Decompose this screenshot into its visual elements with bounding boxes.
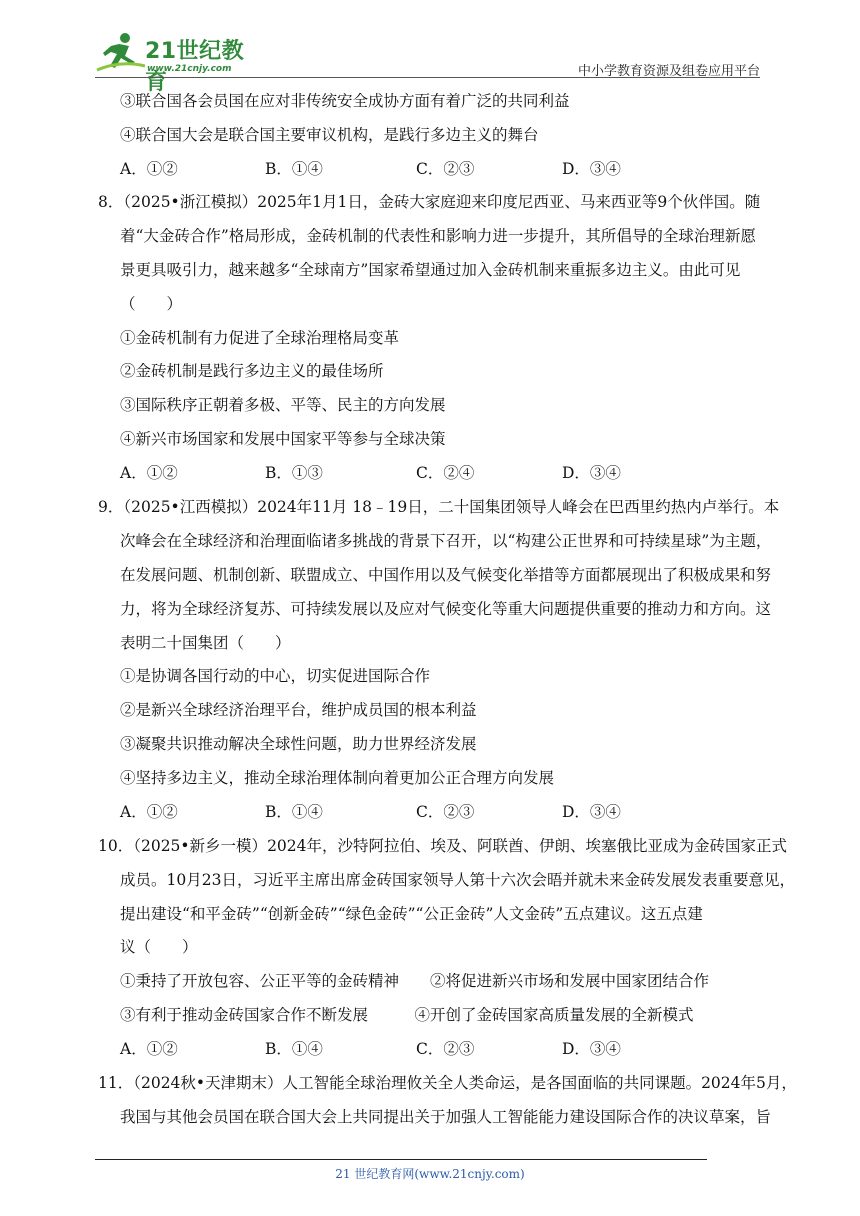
text-line: ③国际秩序正朝着多极、平等、民主的方向发展 <box>120 396 446 414</box>
logo-text: 21世纪教育 <box>145 39 245 95</box>
text-line: 次峰会在全球经济和治理面临诸多挑战的背景下召开，以“构建公正世界和可持续星球”为主题， <box>120 532 772 550</box>
option-c[interactable]: C．②③ <box>416 1040 475 1058</box>
header-divider <box>95 77 760 78</box>
text-line: ②是新兴全球经济治理平台，维护成员国的根本利益 <box>120 701 477 719</box>
text-line: 10．（2025•新乡一模）2024年，沙特阿拉伯、埃及、阿联酋、伊朗、埃塞俄比亚成为金砖国家正式 <box>98 837 788 855</box>
text-line: 力，将为全球经济复苏、可持续发展以及应对气候变化等重大问题提供重要的推动力和方向。这 <box>120 600 772 618</box>
page-header <box>95 28 760 95</box>
option-a[interactable]: A．①② <box>120 464 178 482</box>
text-line: 景更具吸引力，越来越多“全球南方”国家希望通过加入金砖机制来重振多边主义。由此可见 <box>120 261 741 279</box>
text-line: 11．（2024秋•天津期末）人工智能全球治理攸关全人类命运，是各国面临的共同课题。2024年5月， <box>98 1074 797 1092</box>
footer-text: 21 世纪教育网(www.21cnjy.com) <box>335 1167 525 1181</box>
option-c[interactable]: C．②③ <box>416 803 475 821</box>
footer-divider <box>95 1159 707 1160</box>
text-line: ③有利于推动金砖国家合作不断发展 ④开创了金砖国家高质量发展的全新模式 <box>120 1006 694 1024</box>
text-line: 我国与其他会员国在联合国大会上共同提出关于加强人工智能能力建设国际合作的决议草案，旨 <box>120 1108 772 1126</box>
running-figure-icon <box>95 30 147 74</box>
option-d[interactable]: D．③④ <box>562 1040 621 1058</box>
text-line: ①秉持了开放包容、公正平等的金砖精神 ②将促进新兴市场和发展中国家团结合作 <box>120 972 710 990</box>
option-b[interactable]: B．①④ <box>265 160 323 178</box>
option-c[interactable]: C．②③ <box>416 160 475 178</box>
text-line: ③凝聚共识推动解决全球性问题，助力世界经济发展 <box>120 735 477 753</box>
logo-url: www.21cnjy.com <box>147 64 232 74</box>
text-line: 8．（2025•浙江模拟）2025年1月1日，金砖大家庭迎来印度尼西亚、马来西亚等9个伙伴国。随 <box>98 193 761 211</box>
text-line: 表明二十国集团（ ） <box>120 634 291 652</box>
text-line: 着“大金砖合作”格局形成，金砖机制的代表性和影响力进一步提升，其所倡导的全球治理新愿 <box>120 227 756 245</box>
option-d[interactable]: D．③④ <box>562 464 621 482</box>
platform-title: 中小学教育资源及组卷应用平台 <box>577 64 760 79</box>
option-b[interactable]: B．①④ <box>265 1040 323 1058</box>
text-line: 成员。10月23日，习近平主席出席金砖国家领导人第十六次会晤并就未来金砖发展发表重要意见， <box>120 871 795 889</box>
option-a[interactable]: A．①② <box>120 803 178 821</box>
text-line: ①金砖机制有力促进了全球治理格局变革 <box>120 329 400 347</box>
text-line: 在发展问题、机制创新、联盟成立、中国作用以及气候变化举措等方面都展现出了积极成果和努 <box>120 566 772 584</box>
text-line: ④联合国大会是联合国主要审议机构，是践行多边主义的舞台 <box>120 126 539 144</box>
text-line: ①是协调各国行动的中心，切实促进国际合作 <box>120 667 431 685</box>
text-line: ④新兴市场国家和发展中国家平等参与全球决策 <box>120 430 446 448</box>
logo <box>95 30 265 95</box>
text-line: 提出建设“和平金砖”“创新金砖”“绿色金砖”“公正金砖”人文金砖”五点建议。这五点建 <box>120 905 703 923</box>
text-line: ③联合国各会员国在应对非传统安全成协方面有着广泛的共同利益 <box>120 92 570 110</box>
option-b[interactable]: B．①③ <box>265 464 323 482</box>
option-b[interactable]: B．①④ <box>265 803 323 821</box>
option-d[interactable]: D．③④ <box>562 803 621 821</box>
option-d[interactable]: D．③④ <box>562 160 621 178</box>
text-line: ④坚持多边主义，推动全球治理体制向着更加公正合理方向发展 <box>120 769 555 787</box>
option-c[interactable]: C．②④ <box>416 464 475 482</box>
text-line: （ ） <box>120 295 183 313</box>
option-a[interactable]: A．①② <box>120 1040 178 1058</box>
option-a[interactable]: A．①② <box>120 160 178 178</box>
text-line: 9．（2025•江西模拟）2024年11月 18﹣19日，二十国集团领导人峰会在巴西里约热内卢举行。本 <box>98 498 780 516</box>
text-line: ②金砖机制是践行多边主义的最佳场所 <box>120 362 384 380</box>
text-line: 议（ ） <box>120 938 198 956</box>
